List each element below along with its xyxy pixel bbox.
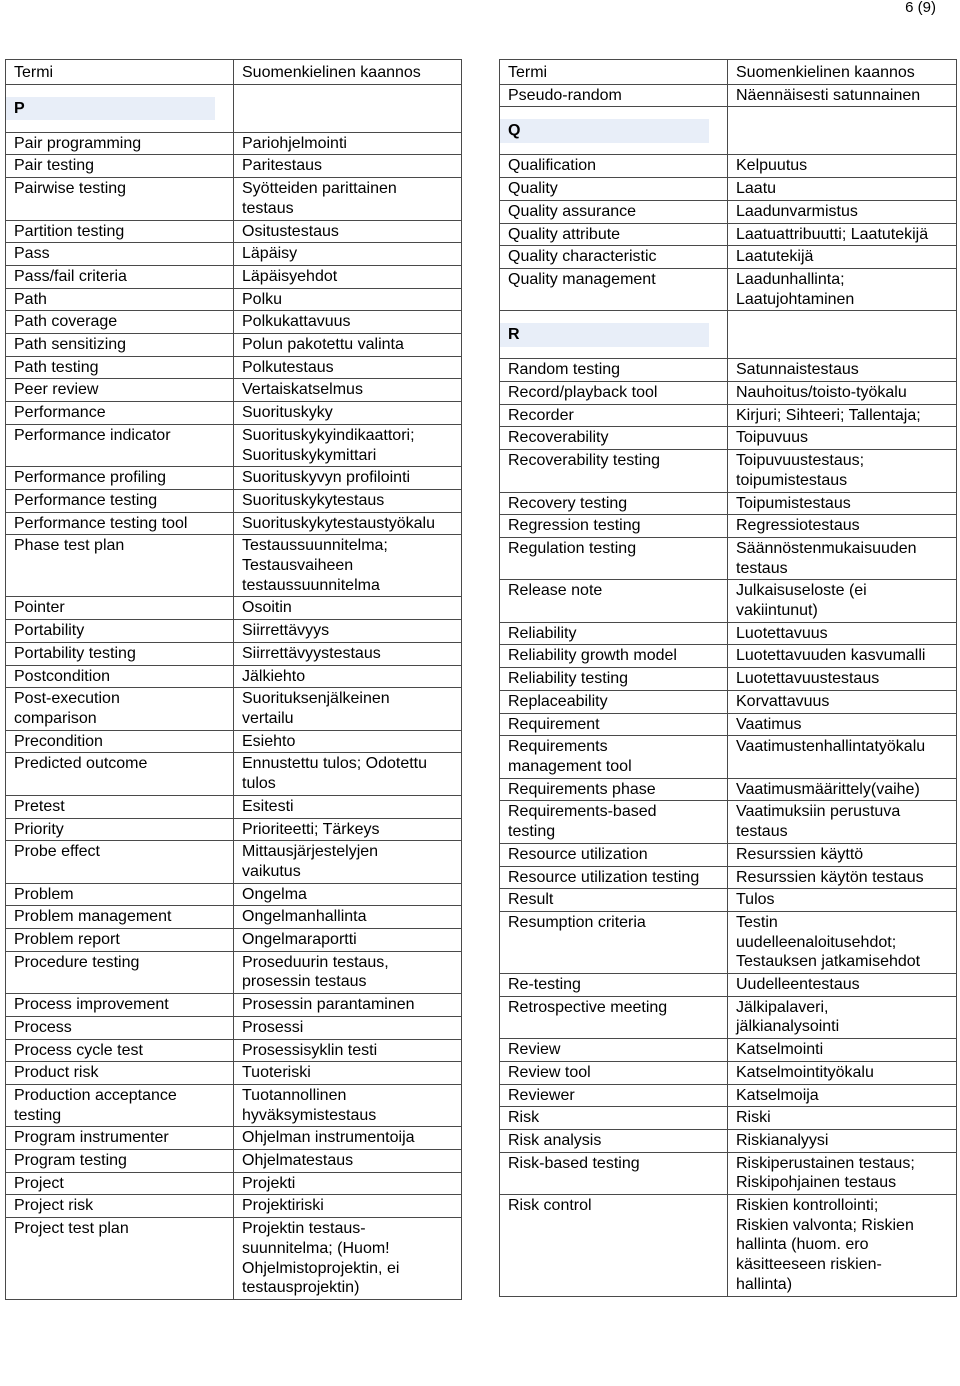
translation-cell: Resurssien käyttö	[728, 843, 957, 866]
glossary-row	[6, 132, 462, 155]
term-cell: Process	[6, 1016, 234, 1039]
term-cell: Quality attribute	[500, 223, 728, 246]
term-cell: Reviewer	[500, 1084, 728, 1107]
glossary-row	[6, 155, 462, 178]
term-cell: Pass/fail criteria	[6, 265, 234, 288]
glossary-row	[6, 929, 462, 952]
translation-cell: Jälkiehto	[234, 665, 462, 688]
header-translation: Suomenkielinen kaannos	[234, 60, 462, 85]
glossary-row	[500, 223, 957, 246]
glossary-row	[500, 382, 957, 405]
translation-cell: Mittausjärjestelyjen vaikutus	[234, 841, 462, 883]
term-cell: Pair testing	[6, 155, 234, 178]
translation-cell: Ohjelmatestaus	[234, 1150, 462, 1173]
translation-cell: Luotettavuustestaus	[728, 668, 957, 691]
term-cell: Performance	[6, 402, 234, 425]
translation-cell: Siirrettävyys	[234, 620, 462, 643]
glossary-row	[6, 178, 462, 220]
translation-cell: Paritestaus	[234, 155, 462, 178]
term-cell: Project test plan	[6, 1218, 234, 1300]
glossary-row	[500, 246, 957, 269]
translation-cell: Toipuvuus	[728, 427, 957, 450]
glossary-row	[500, 450, 957, 492]
term-cell: Result	[500, 889, 728, 912]
term-cell: Partition testing	[6, 220, 234, 243]
glossary-row	[6, 356, 462, 379]
term-cell: Review	[500, 1039, 728, 1062]
glossary-row	[6, 906, 462, 929]
translation-cell: Nauhoitus/toisto-työkalu	[728, 382, 957, 405]
term-cell: Risk analysis	[500, 1129, 728, 1152]
translation-cell: Laadunvarmistus	[728, 200, 957, 223]
glossary-row	[500, 492, 957, 515]
glossary-row	[6, 379, 462, 402]
term-cell: Quality	[500, 178, 728, 201]
term-cell: Performance profiling	[6, 467, 234, 490]
term-cell: Procedure testing	[6, 951, 234, 993]
term-cell: Process cycle test	[6, 1039, 234, 1062]
translation-cell: Suorituskykytestaustyökalu	[234, 512, 462, 535]
glossary-row	[500, 645, 957, 668]
translation-cell: Vaatimuksiin perustuva testaus	[728, 801, 957, 843]
glossary-table-left	[5, 59, 462, 1300]
glossary-row	[500, 843, 957, 866]
glossary-row	[6, 665, 462, 688]
translation-cell: Resurssien käytön testaus	[728, 866, 957, 889]
glossary-row	[500, 404, 957, 427]
term-cell: Pair programming	[6, 132, 234, 155]
translation-cell: Kelpuutus	[728, 155, 957, 178]
translation-cell: Suorituskyvyn profilointi	[234, 467, 462, 490]
translation-cell: Luotettavuus	[728, 622, 957, 645]
translation-cell: Regressiotestaus	[728, 515, 957, 538]
term-cell: Priority	[6, 818, 234, 841]
glossary-row	[500, 889, 957, 912]
translation-cell: Suorituskykyindikaattori; Suorituskykymittari	[234, 424, 462, 466]
translation-cell: Prioriteetti; Tärkeys	[234, 818, 462, 841]
translation-cell: Prosessisyklin testi	[234, 1039, 462, 1062]
translation-cell: Ongelmanhallinta	[234, 906, 462, 929]
glossary-row	[500, 155, 957, 178]
translation-cell: Polku	[234, 288, 462, 311]
term-cell: Requirement	[500, 713, 728, 736]
translation-cell: Vaatimusmäärittely(vaihe)	[728, 778, 957, 801]
glossary-table-right	[499, 59, 957, 1297]
term-cell: Recoverability	[500, 427, 728, 450]
term-cell: Quality management	[500, 268, 728, 310]
translation-cell: Läpäisyehdot	[234, 265, 462, 288]
term-cell: Problem management	[6, 906, 234, 929]
translation-cell: Ennustettu tulos; Odotettu tulos	[234, 753, 462, 795]
term-cell: Recoverability testing	[500, 450, 728, 492]
glossary-row	[500, 1061, 957, 1084]
translation-cell: Riskianalyysi	[728, 1129, 957, 1152]
glossary-row	[500, 178, 957, 201]
term-cell: Reliability testing	[500, 668, 728, 691]
term-cell: Review tool	[500, 1061, 728, 1084]
translation-cell: Näennäisesti satunnainen	[728, 84, 957, 107]
translation-cell: Riskiperustainen testaus; Riskipohjainen testaus	[728, 1152, 957, 1194]
translation-cell: Läpäisy	[234, 243, 462, 266]
translation-cell: Polkutestaus	[234, 356, 462, 379]
translation-cell: Katselmointityökalu	[728, 1061, 957, 1084]
translation-cell: Testin uudelleenaloitusehdot; Testauksen jatkamisehdot	[728, 911, 957, 973]
glossary-row	[6, 688, 462, 730]
glossary-row	[500, 359, 957, 382]
translation-cell: Toipuvuustestaus; toipumistestaus	[728, 450, 957, 492]
term-cell: Re-testing	[500, 974, 728, 997]
term-cell: Production acceptance testing	[6, 1084, 234, 1126]
glossary-row	[6, 334, 462, 357]
translation-cell: Esitesti	[234, 795, 462, 818]
translation-cell: Prosessi	[234, 1016, 462, 1039]
translation-cell: Pariohjelmointi	[234, 132, 462, 155]
translation-cell: Suorituskykytestaus	[234, 489, 462, 512]
term-cell: Retrospective meeting	[500, 996, 728, 1038]
translation-cell: Ongelmaraportti	[234, 929, 462, 952]
glossary-row	[6, 795, 462, 818]
glossary-row	[6, 288, 462, 311]
term-cell: Recovery testing	[500, 492, 728, 515]
translation-cell: Laatu	[728, 178, 957, 201]
glossary-row	[6, 512, 462, 535]
glossary-row	[500, 996, 957, 1038]
translation-cell: Säännöstenmukaisuuden testaus	[728, 537, 957, 579]
term-cell: Program testing	[6, 1150, 234, 1173]
glossary-row	[6, 1084, 462, 1126]
term-cell: Requirements management tool	[500, 736, 728, 778]
translation-cell: Projektiriski	[234, 1195, 462, 1218]
term-cell: Recorder	[500, 404, 728, 427]
glossary-row	[500, 427, 957, 450]
glossary-row	[6, 597, 462, 620]
glossary-row	[6, 841, 462, 883]
glossary-row	[6, 243, 462, 266]
glossary-row	[500, 580, 957, 622]
translation-cell: Polun pakotettu valinta	[234, 334, 462, 357]
translation-cell: Ositustestaus	[234, 220, 462, 243]
term-cell: Path sensitizing	[6, 334, 234, 357]
term-cell: Post-execution comparison	[6, 688, 234, 730]
glossary-row	[500, 911, 957, 973]
glossary-row	[500, 515, 957, 538]
section-letter: Q	[500, 119, 709, 143]
term-cell: Quality characteristic	[500, 246, 728, 269]
term-cell: Product risk	[6, 1062, 234, 1085]
glossary-row	[500, 268, 957, 310]
translation-cell: Toipumistestaus	[728, 492, 957, 515]
term-cell: Phase test plan	[6, 535, 234, 597]
term-cell: Pointer	[6, 597, 234, 620]
translation-cell: Julkaisuseloste (ei vakiintunut)	[728, 580, 957, 622]
term-cell: Path coverage	[6, 311, 234, 334]
term-cell: Problem report	[6, 929, 234, 952]
letter-section-row	[500, 107, 957, 155]
term-cell: Program instrumenter	[6, 1127, 234, 1150]
term-cell: Project risk	[6, 1195, 234, 1218]
translation-cell: Laatutekijä	[728, 246, 957, 269]
glossary-row	[500, 622, 957, 645]
term-cell: Risk-based testing	[500, 1152, 728, 1194]
translation-cell: Polkukattavuus	[234, 311, 462, 334]
translation-cell: Projekti	[234, 1172, 462, 1195]
term-cell: Requirements phase	[500, 778, 728, 801]
translation-cell: Tulos	[728, 889, 957, 912]
translation-cell: Riski	[728, 1107, 957, 1130]
glossary-row	[6, 1039, 462, 1062]
term-cell: Regression testing	[500, 515, 728, 538]
term-cell: Regulation testing	[500, 537, 728, 579]
term-cell: Path testing	[6, 356, 234, 379]
glossary-row	[6, 1016, 462, 1039]
glossary-row	[500, 668, 957, 691]
translation-cell: Jälkipalaveri, jälkianalysointi	[728, 996, 957, 1038]
glossary-row	[6, 818, 462, 841]
table-header-row	[6, 60, 462, 85]
term-cell: Postcondition	[6, 665, 234, 688]
term-cell: Predicted outcome	[6, 753, 234, 795]
translation-cell: Satunnaistestaus	[728, 359, 957, 382]
term-cell: Pseudo-random	[500, 84, 728, 107]
glossary-row	[6, 620, 462, 643]
letter-section-row	[500, 311, 957, 359]
term-cell: Risk	[500, 1107, 728, 1130]
term-cell: Path	[6, 288, 234, 311]
term-cell: Quality assurance	[500, 200, 728, 223]
glossary-row	[500, 1152, 957, 1194]
translation-cell: Katselmointi	[728, 1039, 957, 1062]
term-cell: Performance testing tool	[6, 512, 234, 535]
glossary-row	[500, 778, 957, 801]
term-cell: Replaceability	[500, 690, 728, 713]
glossary-row	[500, 200, 957, 223]
term-cell: Precondition	[6, 730, 234, 753]
glossary-row	[500, 866, 957, 889]
header-term: Termi	[500, 60, 728, 85]
translation-cell: Ongelma	[234, 883, 462, 906]
translation-cell: Kirjuri; Sihteeri; Tallentaja;	[728, 404, 957, 427]
translation-cell: Tuotannollinen hyväksymistestaus	[234, 1084, 462, 1126]
term-cell: Process improvement	[6, 994, 234, 1017]
glossary-row	[500, 1129, 957, 1152]
term-cell: Qualification	[500, 155, 728, 178]
translation-cell: Riskien kontrollointi; Riskien valvonta; Riskien hallinta (huom. ero käsitteeseen riskien- hallinta)	[728, 1195, 957, 1297]
glossary-row	[500, 690, 957, 713]
term-cell: Reliability growth model	[500, 645, 728, 668]
translation-cell: Uudelleentestaus	[728, 974, 957, 997]
translation-cell: Katselmoija	[728, 1084, 957, 1107]
translation-cell: Esiehto	[234, 730, 462, 753]
section-letter: P	[6, 97, 215, 121]
glossary-row	[6, 1172, 462, 1195]
glossary-row	[6, 951, 462, 993]
term-cell: Resource utilization testing	[500, 866, 728, 889]
translation-cell: Syötteiden parittainen testaus	[234, 178, 462, 220]
glossary-row	[6, 220, 462, 243]
term-cell: Portability	[6, 620, 234, 643]
translation-cell: Vaatimustenhallintatyökalu	[728, 736, 957, 778]
term-cell: Resumption criteria	[500, 911, 728, 973]
term-cell: Portability testing	[6, 642, 234, 665]
glossary-row	[6, 1150, 462, 1173]
term-cell: Record/playback tool	[500, 382, 728, 405]
glossary-row	[500, 1107, 957, 1130]
translation-cell: Laadunhallinta; Laatujohtaminen	[728, 268, 957, 310]
term-cell: Pass	[6, 243, 234, 266]
glossary-row	[6, 753, 462, 795]
translation-cell: Vertaiskatselmus	[234, 379, 462, 402]
term-cell: Performance indicator	[6, 424, 234, 466]
term-cell: Requirements-based testing	[500, 801, 728, 843]
translation-cell: Osoitin	[234, 597, 462, 620]
page-number: 6 (9)	[905, 0, 936, 16]
glossary-row	[6, 424, 462, 466]
section-letter: R	[500, 323, 709, 347]
glossary-row	[6, 311, 462, 334]
glossary-row	[6, 1218, 462, 1300]
glossary-row	[6, 1062, 462, 1085]
glossary-row	[500, 736, 957, 778]
table-header-row	[500, 60, 957, 85]
translation-cell: Korvattavuus	[728, 690, 957, 713]
glossary-row	[500, 537, 957, 579]
term-cell: Problem	[6, 883, 234, 906]
term-cell: Release note	[500, 580, 728, 622]
glossary-row	[500, 1195, 957, 1297]
translation-cell: Suorituksenjälkeinen vertailu	[234, 688, 462, 730]
term-cell: Random testing	[500, 359, 728, 382]
glossary-row	[500, 713, 957, 736]
term-cell: Peer review	[6, 379, 234, 402]
term-cell: Risk control	[500, 1195, 728, 1297]
glossary-row	[6, 642, 462, 665]
term-cell: Probe effect	[6, 841, 234, 883]
translation-cell: Laatuattribuutti; Laatutekijä	[728, 223, 957, 246]
glossary-row	[6, 1195, 462, 1218]
translation-cell: Prosessin parantaminen	[234, 994, 462, 1017]
glossary-row	[6, 535, 462, 597]
translation-cell: Vaatimus	[728, 713, 957, 736]
glossary-row	[6, 467, 462, 490]
translation-cell: Ohjelman instrumentoija	[234, 1127, 462, 1150]
translation-cell: Proseduurin testaus, prosessin testaus	[234, 951, 462, 993]
letter-section-row	[6, 84, 462, 132]
glossary-row	[6, 994, 462, 1017]
glossary-row	[6, 730, 462, 753]
term-cell: Resource utilization	[500, 843, 728, 866]
translation-cell: Suorituskyky	[234, 402, 462, 425]
translation-cell: Projektin testaus- suunnitelma; (Huom! Ohjelmistoprojektin, ei testausprojektin)	[234, 1218, 462, 1300]
glossary-row	[6, 1127, 462, 1150]
term-cell: Pretest	[6, 795, 234, 818]
translation-cell: Siirrettävyystestaus	[234, 642, 462, 665]
glossary-row	[500, 1084, 957, 1107]
term-cell: Pairwise testing	[6, 178, 234, 220]
header-translation: Suomenkielinen kaannos	[728, 60, 957, 85]
glossary-row	[6, 489, 462, 512]
translation-cell: Testaussuunnitelma; Testausvaiheen testaussuunnitelma	[234, 535, 462, 597]
glossary-row	[500, 801, 957, 843]
glossary-row	[500, 84, 957, 107]
term-cell: Performance testing	[6, 489, 234, 512]
header-term: Termi	[6, 60, 234, 85]
glossary-row	[6, 883, 462, 906]
glossary-row	[500, 1039, 957, 1062]
translation-cell: Luotettavuuden kasvumalli	[728, 645, 957, 668]
glossary-row	[6, 402, 462, 425]
term-cell: Reliability	[500, 622, 728, 645]
glossary-row	[500, 974, 957, 997]
term-cell: Project	[6, 1172, 234, 1195]
glossary-row	[6, 265, 462, 288]
translation-cell: Tuoteriski	[234, 1062, 462, 1085]
